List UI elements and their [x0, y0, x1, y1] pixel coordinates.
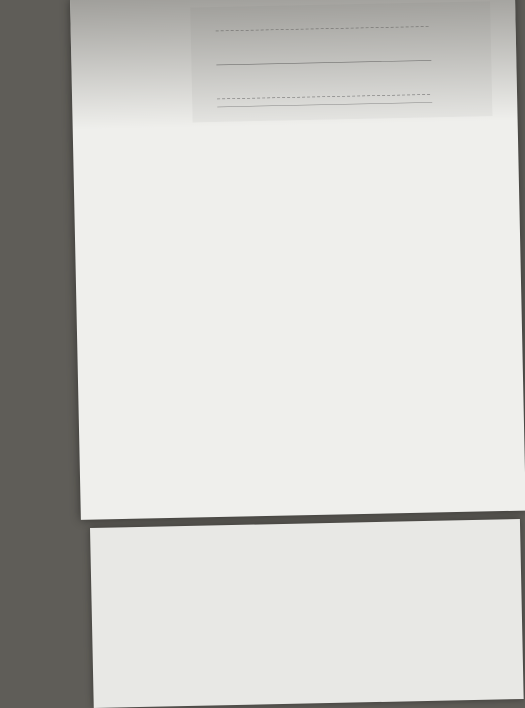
- control-chart: [190, 1, 492, 122]
- question-3: [102, 189, 522, 198]
- paper-sheet: [70, 0, 525, 520]
- paper-sheet-2: [90, 519, 524, 708]
- question-2: [101, 121, 511, 130]
- question-4: [122, 598, 492, 606]
